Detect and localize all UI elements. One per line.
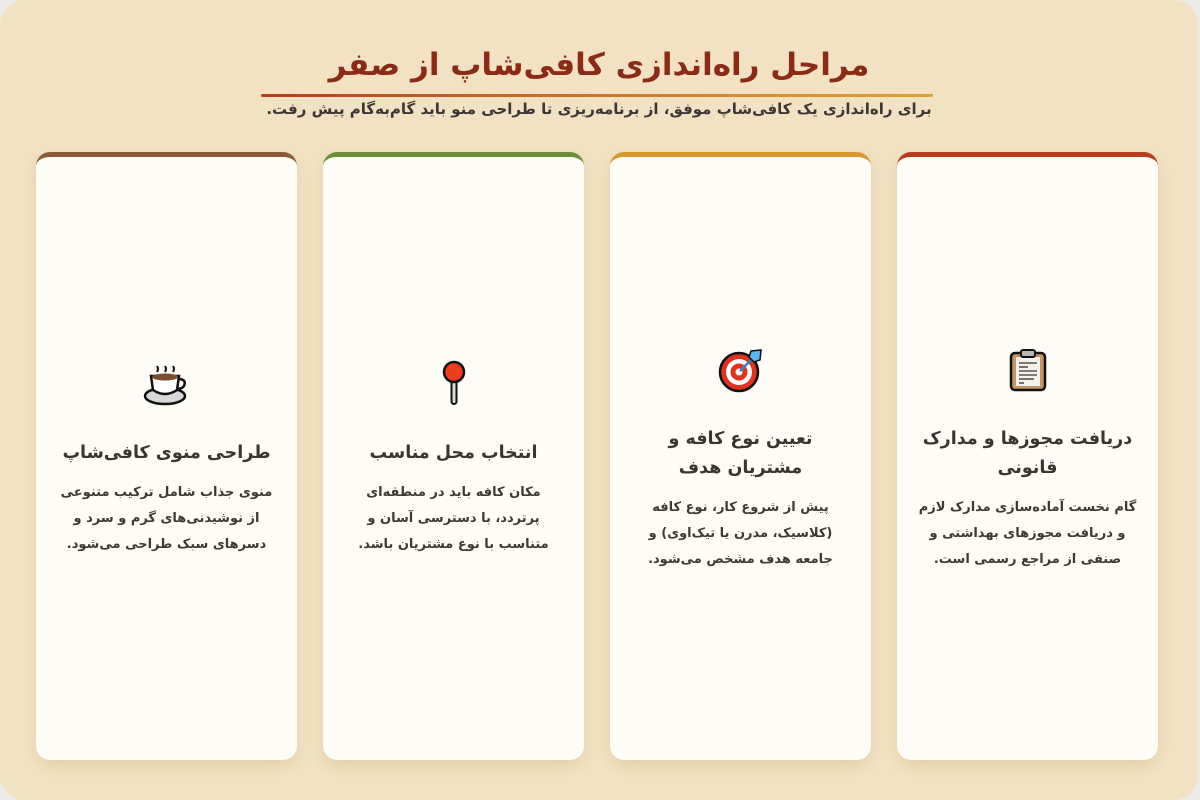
pushpin-icon (429, 359, 479, 409)
step-title: طراحی منوی کافی‌شاپ (62, 443, 271, 463)
title-underline (261, 94, 933, 97)
step-title: دریافت مجوزها و مدارک قانونی (922, 428, 1133, 478)
step-card-menu (36, 152, 297, 760)
step-title: انتخاب محل مناسب (369, 443, 538, 463)
step-description: منوی جذاب شامل ترکیب متنوعی از نوشیدنی‌های گرم و سرد و دسرهای سبک طراحی می‌شود. (60, 485, 273, 552)
step-description: گام نخست آماده‌سازی مدارک لازم و دریافت مجوزهای بهداشتی و صنفی از مراجع رسمی است. (918, 499, 1137, 567)
page-title: مراحل راه‌اندازی کافی‌شاپ از صفر (328, 47, 870, 83)
step-card-location (323, 152, 584, 760)
clipboard-icon (1003, 345, 1053, 395)
page-subtitle: برای راه‌اندازی یک کافی‌شاپ موفق، از برنامه‌ریزی تا طراحی منو باید گام‌به‌گام پیش رفت. (266, 100, 932, 118)
steps-grid (36, 152, 1158, 760)
header (0, 40, 1198, 118)
step-card-licenses (897, 152, 1158, 760)
step-description: پیش از شروع کار، نوع کافه (کلاسیک، مدرن یا تیک‌اوی) و جامعه هدف مشخص می‌شود. (648, 499, 833, 567)
step-card-cafe-type (610, 152, 871, 760)
coffee-cup-icon (142, 359, 192, 409)
target-icon (716, 345, 766, 395)
step-title: تعیین نوع کافه و مشتریان هدف (668, 428, 813, 478)
step-description: مکان کافه باید در منطقه‌ای پرتردد، با دسترسی آسان و متناسب با نوع مشتریان باشد. (358, 485, 549, 552)
